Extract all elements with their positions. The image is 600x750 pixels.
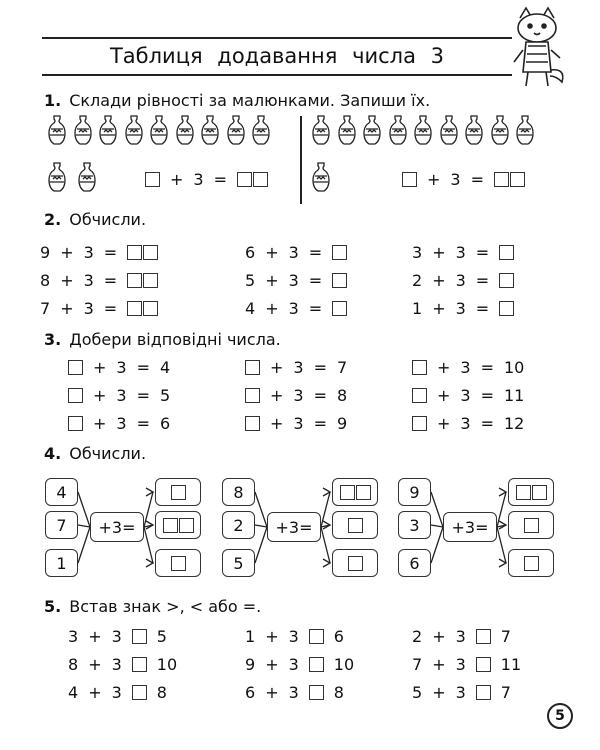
- equals-sign: =: [475, 243, 490, 262]
- number: 3: [460, 358, 471, 377]
- sign-box[interactable]: [476, 685, 491, 700]
- number: 8: [337, 386, 348, 405]
- comparison-row: [68, 655, 177, 674]
- arrow-line: [78, 527, 90, 563]
- arrow-head: [146, 521, 153, 529]
- number: 3: [288, 655, 299, 674]
- number: 3: [83, 243, 94, 262]
- result-box[interactable]: [155, 478, 201, 506]
- input-number-box: 6: [398, 549, 431, 577]
- plus-sign: +: [265, 655, 279, 674]
- comparison-row: [68, 683, 167, 702]
- digit-box: [532, 485, 547, 500]
- arrow-head: [323, 521, 330, 529]
- plus-sign: +: [60, 299, 74, 318]
- number: 7: [412, 655, 423, 674]
- number: 3: [288, 683, 299, 702]
- sign-box[interactable]: [132, 685, 147, 700]
- number: 4: [160, 358, 171, 377]
- answer-box[interactable]: [524, 556, 539, 571]
- input-number-box: 9: [398, 478, 431, 506]
- number: 3: [293, 414, 304, 433]
- page-number: 5: [547, 703, 573, 729]
- answer-box[interactable]: [171, 556, 186, 571]
- arrow-line: [144, 527, 153, 563]
- digit-box: [516, 485, 531, 500]
- equals-sign: =: [308, 299, 323, 318]
- arrow-line: [255, 525, 267, 527]
- result-box[interactable]: [508, 511, 554, 539]
- comparison-row: [412, 655, 521, 674]
- operation-box: +3=: [90, 512, 144, 542]
- equals-sign: =: [313, 358, 327, 377]
- two-digit-answer-box[interactable]: [340, 485, 371, 500]
- equals-sign: =: [213, 170, 227, 189]
- answer-box[interactable]: [348, 518, 363, 533]
- number: 3: [83, 299, 94, 318]
- number: 8: [156, 683, 167, 702]
- result-box[interactable]: [155, 511, 201, 539]
- number: 3: [455, 683, 466, 702]
- page-title: Таблиця додавання числа 3: [109, 44, 445, 68]
- operation-box: +3=: [267, 512, 321, 542]
- plus-sign: +: [88, 655, 102, 674]
- plus-sign: +: [88, 683, 102, 702]
- plus-sign: +: [93, 386, 107, 405]
- number: 7: [500, 683, 511, 702]
- number: 3: [111, 683, 122, 702]
- arrow-line: [321, 527, 330, 563]
- number: 4: [68, 683, 79, 702]
- result-box[interactable]: [332, 549, 378, 577]
- plus-sign: +: [60, 271, 74, 290]
- number: 3: [460, 414, 471, 433]
- answer-box[interactable]: [171, 485, 186, 500]
- sign-box[interactable]: [476, 629, 491, 644]
- number: 6: [333, 627, 344, 646]
- answer-box[interactable]: [524, 518, 539, 533]
- input-number-box: 4: [45, 478, 78, 506]
- input-number-box: 5: [222, 549, 255, 577]
- task1-text: Склади рівності за малюнками. Запиши їх.: [69, 91, 431, 110]
- number: 6: [245, 683, 256, 702]
- number: 6: [160, 414, 171, 433]
- number: 5: [156, 627, 167, 646]
- result-box[interactable]: [508, 478, 554, 506]
- number: 3: [455, 243, 466, 262]
- equals-sign: =: [480, 358, 494, 377]
- number: 1: [412, 299, 423, 318]
- plus-sign: +: [88, 627, 102, 646]
- plus-sign: +: [265, 683, 279, 702]
- task4-number: 4.: [44, 444, 62, 463]
- sign-box[interactable]: [309, 657, 324, 672]
- task5-text: Встав знак >, < або =.: [69, 597, 262, 616]
- number: 3: [288, 627, 299, 646]
- number: 3: [116, 358, 127, 377]
- plus-sign: +: [270, 358, 284, 377]
- comparison-row: [245, 655, 354, 674]
- plus-sign: +: [265, 299, 279, 318]
- task3-number: 3.: [44, 330, 62, 349]
- equals-sign: =: [313, 414, 327, 433]
- sign-box[interactable]: [309, 685, 324, 700]
- number: 9: [337, 414, 348, 433]
- comparison-row: [68, 627, 167, 646]
- number: 3: [111, 627, 122, 646]
- arrow-line: [255, 492, 267, 527]
- plus-sign: +: [270, 414, 284, 433]
- plus-sign: +: [60, 243, 74, 262]
- number: 3: [288, 243, 299, 262]
- digit-box: [163, 518, 178, 533]
- plus-sign: +: [93, 414, 107, 433]
- number: 3: [455, 627, 466, 646]
- number: 8: [333, 683, 344, 702]
- number: 3: [455, 299, 466, 318]
- number: 9: [245, 655, 256, 674]
- equals-sign: =: [480, 386, 494, 405]
- sign-box[interactable]: [309, 629, 324, 644]
- addend: 3: [450, 170, 461, 189]
- sign-box[interactable]: [132, 629, 147, 644]
- input-number-box: 7: [45, 511, 78, 539]
- number: 7: [337, 358, 348, 377]
- equals-sign: =: [313, 386, 327, 405]
- arrow-line: [497, 527, 506, 563]
- number: 8: [40, 271, 51, 290]
- plus-sign: +: [432, 243, 446, 262]
- number: 5: [245, 271, 256, 290]
- digit-box: [340, 485, 355, 500]
- plus-sign: +: [432, 299, 446, 318]
- sign-box[interactable]: [132, 657, 147, 672]
- equals-sign: =: [136, 414, 150, 433]
- task2-number: 2.: [44, 210, 62, 229]
- operation-box: +3=: [443, 512, 497, 542]
- plus-sign: +: [437, 386, 451, 405]
- number: 3: [460, 386, 471, 405]
- input-number-box: 8: [222, 478, 255, 506]
- equals-sign: =: [103, 271, 118, 290]
- number: 3: [293, 358, 304, 377]
- number: 3: [116, 386, 127, 405]
- arrow-line: [255, 527, 267, 563]
- plus-sign: +: [265, 271, 279, 290]
- input-number-box: 1: [45, 549, 78, 577]
- number: 6: [245, 243, 256, 262]
- number: 8: [68, 655, 79, 674]
- plus-sign: +: [270, 386, 284, 405]
- plus-sign: +: [432, 683, 446, 702]
- number: 7: [500, 627, 511, 646]
- task5-number: 5.: [44, 597, 62, 616]
- comparison-row: [412, 683, 511, 702]
- number: 3: [288, 271, 299, 290]
- arrow-head: [499, 521, 506, 529]
- number: 12: [504, 414, 525, 433]
- sign-box[interactable]: [476, 657, 491, 672]
- answer-box[interactable]: [348, 556, 363, 571]
- number: 4: [245, 299, 256, 318]
- addend: 3: [193, 170, 204, 189]
- number: 3: [412, 243, 423, 262]
- result-box[interactable]: [332, 478, 378, 506]
- two-digit-answer-box[interactable]: [516, 485, 547, 500]
- number: 10: [333, 655, 355, 674]
- number: 3: [293, 386, 304, 405]
- task2-text: Обчисли.: [69, 210, 147, 229]
- two-digit-answer-box[interactable]: [163, 518, 194, 533]
- input-number-box: 3: [398, 511, 431, 539]
- number: 10: [156, 655, 178, 674]
- arrow-line: [431, 527, 443, 563]
- number: 2: [412, 627, 423, 646]
- plus-sign: +: [432, 627, 446, 646]
- number: 7: [40, 299, 51, 318]
- arrow-line: [78, 525, 90, 527]
- number: 10: [504, 358, 525, 377]
- equals-sign: =: [103, 299, 118, 318]
- plus-sign: +: [432, 271, 446, 290]
- number: 5: [160, 386, 171, 405]
- equals-sign: =: [308, 271, 323, 290]
- equals-sign: =: [103, 243, 118, 262]
- number: 3: [116, 414, 127, 433]
- number: 2: [412, 271, 423, 290]
- number: 9: [40, 243, 51, 262]
- plus-sign: +: [437, 414, 451, 433]
- number: 11: [504, 386, 525, 405]
- task5-heading: [44, 597, 261, 616]
- comparison-row: [412, 627, 511, 646]
- equals-sign: =: [475, 271, 490, 290]
- arrow-line: [78, 492, 90, 527]
- comparison-row: [245, 683, 344, 702]
- plus-sign: +: [265, 243, 279, 262]
- task1-number: 1.: [44, 91, 62, 110]
- input-number-box: 2: [222, 511, 255, 539]
- number: 3: [83, 271, 94, 290]
- number: 11: [500, 655, 522, 674]
- number: 1: [245, 627, 256, 646]
- equals-sign: =: [480, 414, 494, 433]
- equals-sign: =: [475, 299, 490, 318]
- equals-sign: =: [470, 170, 484, 189]
- comparison-row: [245, 627, 344, 646]
- result-box[interactable]: [155, 549, 201, 577]
- number: 3: [288, 299, 299, 318]
- equals-sign: =: [136, 358, 150, 377]
- plus-sign: +: [93, 358, 107, 377]
- number: 3: [455, 271, 466, 290]
- digit-box: [179, 518, 194, 533]
- plus-sign: +: [170, 170, 184, 189]
- arrow-line: [431, 492, 443, 527]
- equals-sign: =: [308, 243, 323, 262]
- number: 5: [412, 683, 423, 702]
- plus-sign: +: [427, 170, 441, 189]
- plus-sign: +: [432, 655, 446, 674]
- plus-sign: +: [265, 627, 279, 646]
- number: 3: [455, 655, 466, 674]
- result-box[interactable]: [508, 549, 554, 577]
- number: 3: [111, 655, 122, 674]
- equals-sign: =: [136, 386, 150, 405]
- arrow-line: [431, 525, 443, 527]
- task4-text: Обчисли.: [69, 444, 147, 463]
- result-box[interactable]: [332, 511, 378, 539]
- number: 3: [68, 627, 79, 646]
- task3-text: Добери відповідні числа.: [69, 330, 281, 349]
- digit-box: [356, 485, 371, 500]
- plus-sign: +: [437, 358, 451, 377]
